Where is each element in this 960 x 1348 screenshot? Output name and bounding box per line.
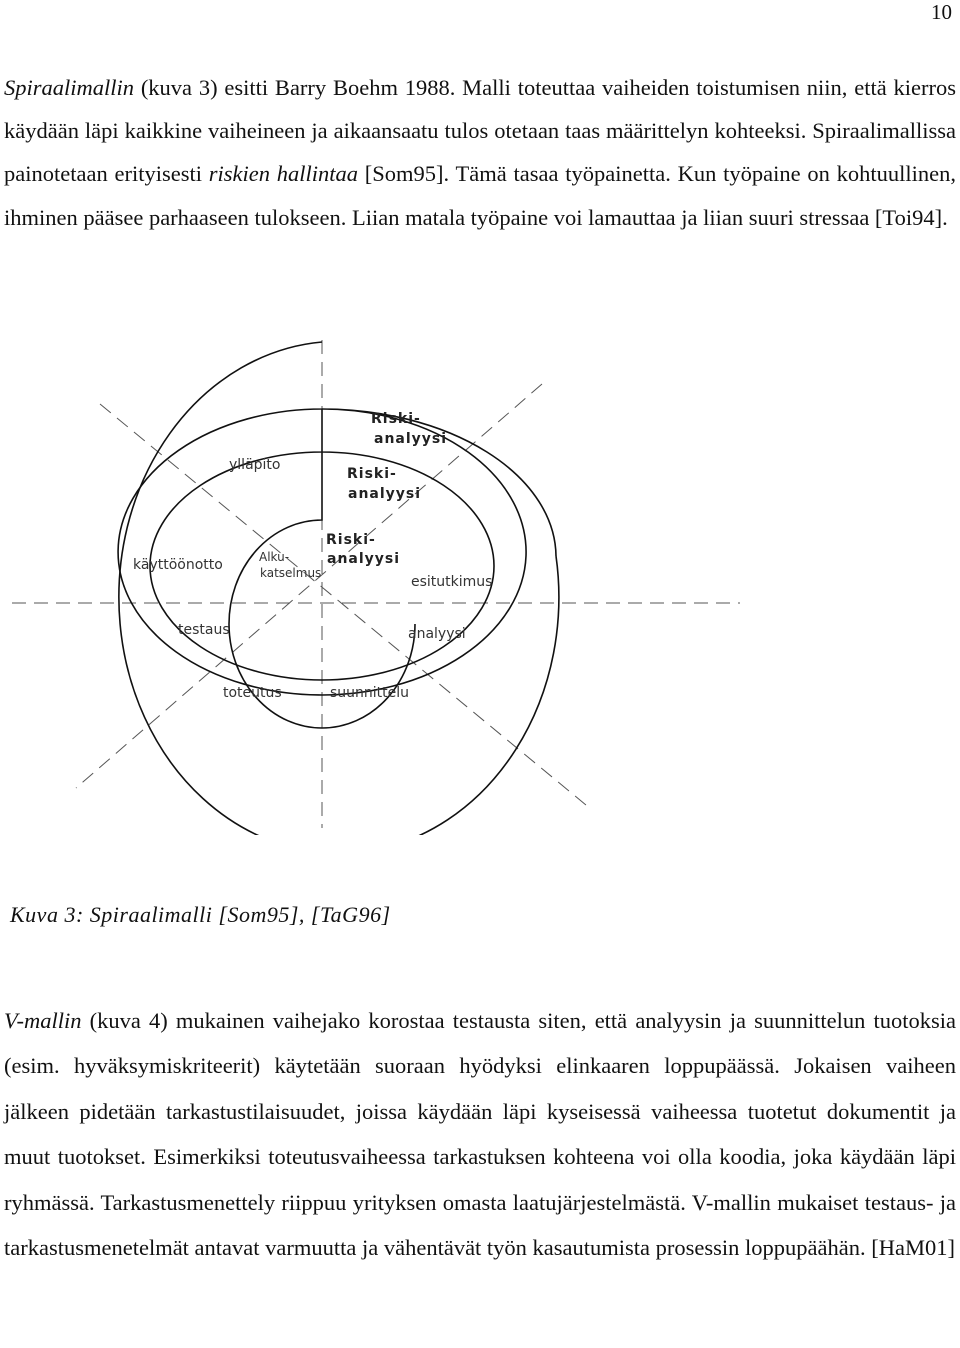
spiral-outer-arc xyxy=(119,342,559,835)
term-risk-management: riskien hallintaa xyxy=(208,161,358,187)
label-analysis: analyysi xyxy=(408,626,466,642)
label-design: suunnittelu xyxy=(330,685,410,701)
label-feasibility-study: esitutkimus xyxy=(411,574,493,590)
label-implementation: toteutus xyxy=(223,685,282,701)
label-risk-analysis-inner: Riski- xyxy=(326,532,376,548)
paragraph-text: [Som95]. Tämä tasaa työpainetta. Kun työpaine on kohtuullinen, ihminen pääsee parhaaseen tulokseen. Liian matala työpaine voi lamauttaa ja liian suuri stressaa [Toi94]. xyxy=(4,161,956,230)
label-initial-review: katselmus xyxy=(260,566,322,580)
diagonal-axis-nw-se xyxy=(100,404,586,805)
page-number: 10 xyxy=(931,0,952,24)
label-initial-review: Alku- xyxy=(259,550,290,564)
label-risk-analysis-outer: Riski- xyxy=(371,411,421,427)
paragraph-text: (kuva 3) esitti Barry Boehm 1988. Malli toteuttaa vaiheiden toistumisen niin, että kierros käydään läpi kaikkine vaiheineen ja aikaansaatu tulos otetaan taas määrittelyn kohteeksi. Spiraalimallissa painotetaan erityisesti xyxy=(4,75,956,187)
v-model-paragraph xyxy=(4,998,956,1270)
label-risk-analysis-outer: analyysi xyxy=(374,431,448,447)
figure-caption: Kuva 3: Spiraalimalli [Som95], [TaG96] xyxy=(10,902,391,927)
label-deployment: käyttöönotto xyxy=(133,557,223,573)
label-testing: testaus xyxy=(178,622,230,638)
term-spiral-model: Spiraalimallin xyxy=(4,75,135,100)
paragraph-text: (kuva 4) mukainen vaihejako korostaa testausta siten, että analyysin ja suunnittelun tuotoksia (esim. hyväksymiskriteerit) käytetään suoraan hyödyksi elinkaaren loppupäässä. Jokaisen vaiheen jälkeen pidetään tarkastustilaisuudet, joissa käydään läpi kyseisessä vaiheessa tuotetut dokumentit ja muut tuotokset. Esimerkiksi toteutusvaiheessa tarkastuksen kohteena voi olla koodia, joka käydään läpi ryhmässä. Tarkastusmenettely riippuu yrityksen omasta laatujärjestelmästä. V-mallin mukaiset testaus- ja tarkastusmenetelmät antavat varmuutta ja vähentävät työn kasautumista prosessin loppupäähän. [HaM01] xyxy=(4,1008,956,1261)
term-v-model: V-mallin xyxy=(4,1008,82,1033)
spiral-model-diagram xyxy=(0,335,960,835)
label-risk-analysis-middle: Riski- xyxy=(347,466,397,482)
intro-paragraph xyxy=(4,66,956,239)
label-maintenance: ylläpito xyxy=(229,457,281,473)
label-risk-analysis-inner: analyysi xyxy=(327,551,401,567)
label-risk-analysis-middle: analyysi xyxy=(348,486,422,502)
